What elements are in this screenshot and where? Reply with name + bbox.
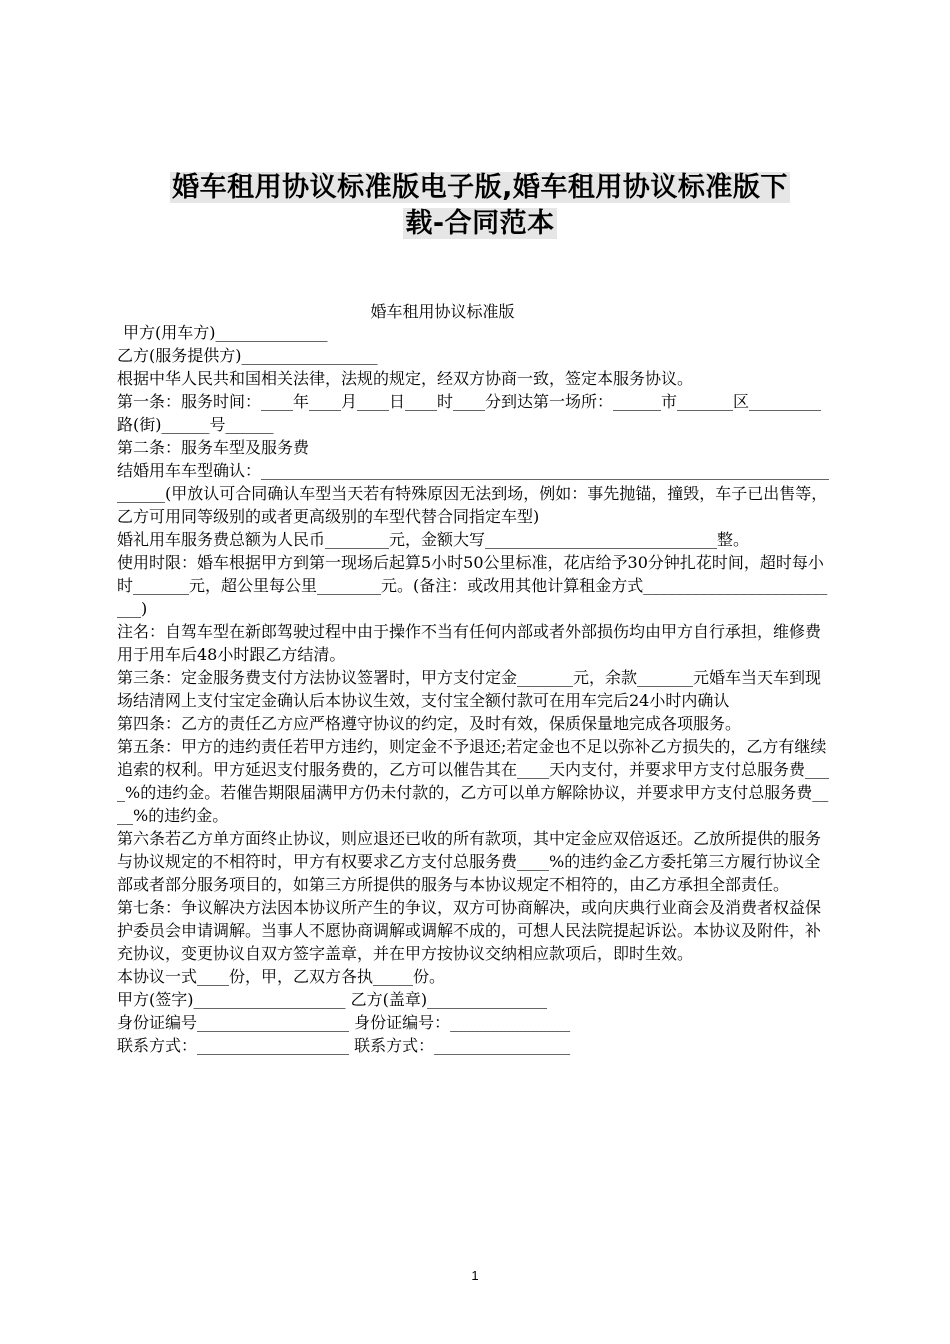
party-a-line: 甲方(用车方)______________: [123, 323, 328, 342]
title-line-1: 婚车租用协议标准版电子版,婚车租用协议标准版下: [172, 172, 788, 203]
title-line-2: 载-合同范本: [405, 208, 555, 239]
note-paragraph: 注名：自驾车型在新郎驾驶过程中由于操作不当有任何内部或者外部损伤均由甲方自行承担，维修费用于用车后48小时跟乙方结清。: [117, 622, 822, 664]
page-number: 1: [471, 1268, 479, 1283]
preamble-paragraph: 根据中华人民共和国相关法律，法规的规定，经双方协商一致，签定本服务协议。: [117, 369, 694, 388]
agreement-subtitle: 婚车租用协议标准版: [370, 302, 515, 321]
contact-line: 联系方式：___________________ 联系方式：_________________: [117, 1036, 571, 1055]
article-3-paragraph: 第三条：定金服务费支付方法协议签署时，甲方支付定金_______元，余款_______元婚车当天车到现场结清网上支付宝定金确认后本协议生效，支付宝全额付款可在用车完后24小时内确认: [117, 668, 822, 710]
time-limit-paragraph: 使用时限：婚车根据甲方到第一现场后起算5小时50公里标准，花店给予30分钟扎花时间，超时每小时_______元，超公里每公里________元。(备注：或改用其他计算租金方式__________________________): [117, 553, 828, 618]
copies-paragraph: 本协议一式____份，甲，乙双方各执_____份。: [117, 967, 446, 986]
document-title: [90, 170, 870, 242]
service-fee-paragraph: 婚礼用车服务费总额为人民币________元，金额大写_____________________________整。: [117, 530, 750, 549]
article-6-paragraph: 第六条若乙方单方面终止协议，则应退还已收的所有款项，其中定金应双倍返还。乙放所提供的服务与协议规定的不相符时，甲方有权要求乙方支付总服务费____%的违约金乙方委托第三方履行协议全部或者部分服务项目的，如第三方所提供的服务与本协议规定不相符的，由乙方承担全部责任。: [117, 829, 822, 894]
article-2-heading: 第二条：服务车型及服务费: [117, 438, 310, 457]
article-7-paragraph: 第七条：争议解决方法因本协议所产生的争议，双方可协商解决，或向庆典行业商会及消费者权益保护委员会申请调解。当事人不愿协商调解或调解不成的，可想人民法院提起诉讼。本协议及附件，补充协议，变更协议自双方签字盖章，并在甲方按协议交纳相应款项后，即时生效。: [117, 898, 822, 963]
car-model-paragraph: 结婚用车车型确认：_____________________________________________________________________________(甲放认可合同确认车型当天若有特殊原因无法到场，例如：事先抛锚，撞毁，车子已出售等，乙方可用同等级别的或者更高级别的车型代替合同指定车型): [117, 461, 830, 526]
article-5-paragraph: 第五条：甲方的违约责任若甲方违约，则定金不予退还;若定金也不足以弥补乙方损失的，乙方有继续追索的权利。甲方延迟支付服务费的，乙方可以催告其在____天内支付，并要求甲方支付总服务费____%的违约金。若催告期限届满甲方仍未付款的，乙方可以单方解除协议，并要求甲方支付总服务费____%的违约金。: [117, 737, 830, 825]
agreement-body: [117, 321, 834, 1057]
party-b-line: 乙方(服务提供方)_________________: [117, 346, 378, 365]
signature-line: 甲方(签字)___________________ 乙方(盖章)_______________: [117, 990, 548, 1009]
article-1-paragraph: 第一条：服务时间：____年____月____日____时____分到达第一场所：______市_______区_________路(街)______号______: [117, 392, 822, 434]
article-4-paragraph: 第四条：乙方的责任乙方应严格遵守协议的约定，及时有效，保质保量地完成各项服务。: [117, 714, 742, 733]
id-number-line: 身份证编号___________________ 身份证编号：_______________: [117, 1013, 571, 1032]
